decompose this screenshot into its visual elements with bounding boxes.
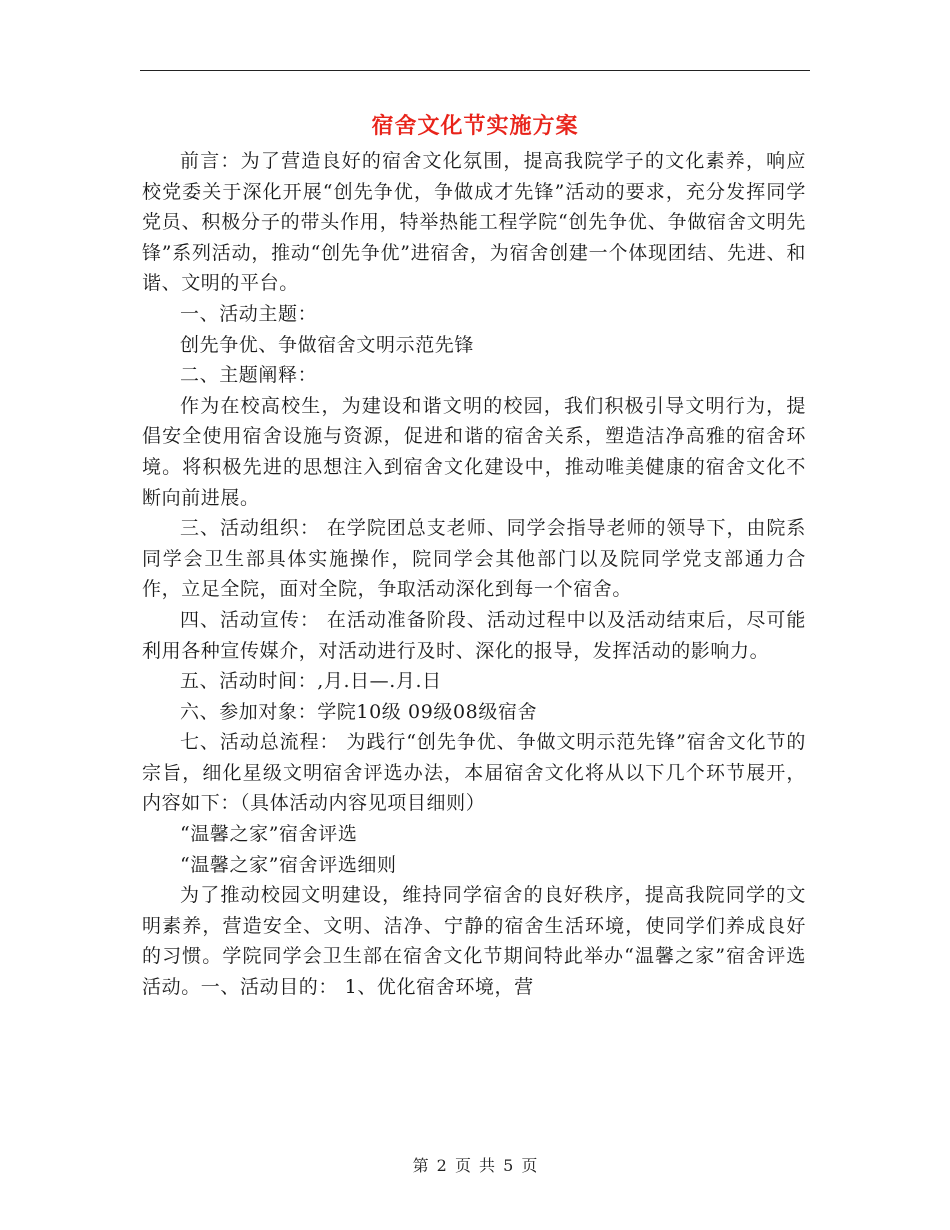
paragraph-heading-explanation: 二、主题阐释：	[180, 364, 318, 387]
paragraph-heading-theme: 一、活动主题：	[180, 302, 318, 325]
paragraph-preface: 前言：为了营造良好的宿舍文化氛围，提高我院学子的文化素养，响应校党委关于深化开展“创先争优，争做成才先锋”活动的要求，充分发挥同学党员、积极分子的带头作用，特举热能工程学院“创先争优、争做宿舍文明先锋”系列活动，推动“创先争优”进宿舍，为宿舍创建一个体现团结、先进、和谐、文明的平台。	[142, 150, 806, 295]
paragraph-participants: 六、参加对象：学院10级 09级08级宿舍	[180, 700, 538, 723]
paragraph-explanation: 作为在校高校生，为建设和谐文明的校园，我们积极引导文明行为，提倡安全使用宿舍设施与资源，促进和谐的宿舍关系，塑造洁净高雅的宿舍环境。将积极先进的思想注入到宿舍文化建设中，推动唯美健康的宿舍文化不断向前进展。	[142, 394, 806, 509]
paragraph-time: 五、活动时间：,月.日—.月.日	[180, 670, 442, 693]
header-rule	[140, 70, 810, 71]
document-title: 宿舍文化节实施方案	[371, 113, 579, 139]
paragraph-rules-body: 为了推动校园文明建设，维持同学宿舍的良好秩序，提高我院同学的文明素养，营造安全、文明、洁净、宁静的宿舍生活环境，使同学们养成良好的习惯。学院同学会卫生部在宿舍文化节期间特此举办“温馨之家”宿舍评选活动。一、活动目的： 1、优化宿舍环境，营	[142, 884, 806, 999]
paragraph-theme: 创先争优、争做宿舍文明示范先锋	[180, 333, 475, 356]
paragraph-organization: 三、活动组织： 在学院团总支老师、同学会指导老师的领导下，由院系同学会卫生部具体实施操作，院同学会其他部门以及院同学党支部通力合作，立足全院，面对全院，争取活动深化到每一个宿舍。	[142, 517, 806, 601]
paragraph-subheading-rules: “温馨之家”宿舍评选细则	[180, 853, 397, 876]
paragraph-publicity: 四、活动宣传： 在活动准备阶段、活动过程中以及活动结束后，尽可能利用各种宣传媒介，对活动进行及时、深化的报导，发挥活动的影响力。	[142, 608, 806, 662]
paragraph-subheading-selection: “温馨之家”宿舍评选	[180, 823, 358, 846]
page-number: 第 2 页 共 5 页	[412, 1156, 538, 1175]
paragraph-process: 七、活动总流程： 为践行“创先争优、争做文明示范先锋”宿舍文化节的宗旨，细化星级文明宿舍评选办法，本届宿舍文化将从以下几个环节展开，内容如下：（具体活动内容见项目细则）	[142, 731, 806, 815]
document-body	[142, 146, 806, 1003]
